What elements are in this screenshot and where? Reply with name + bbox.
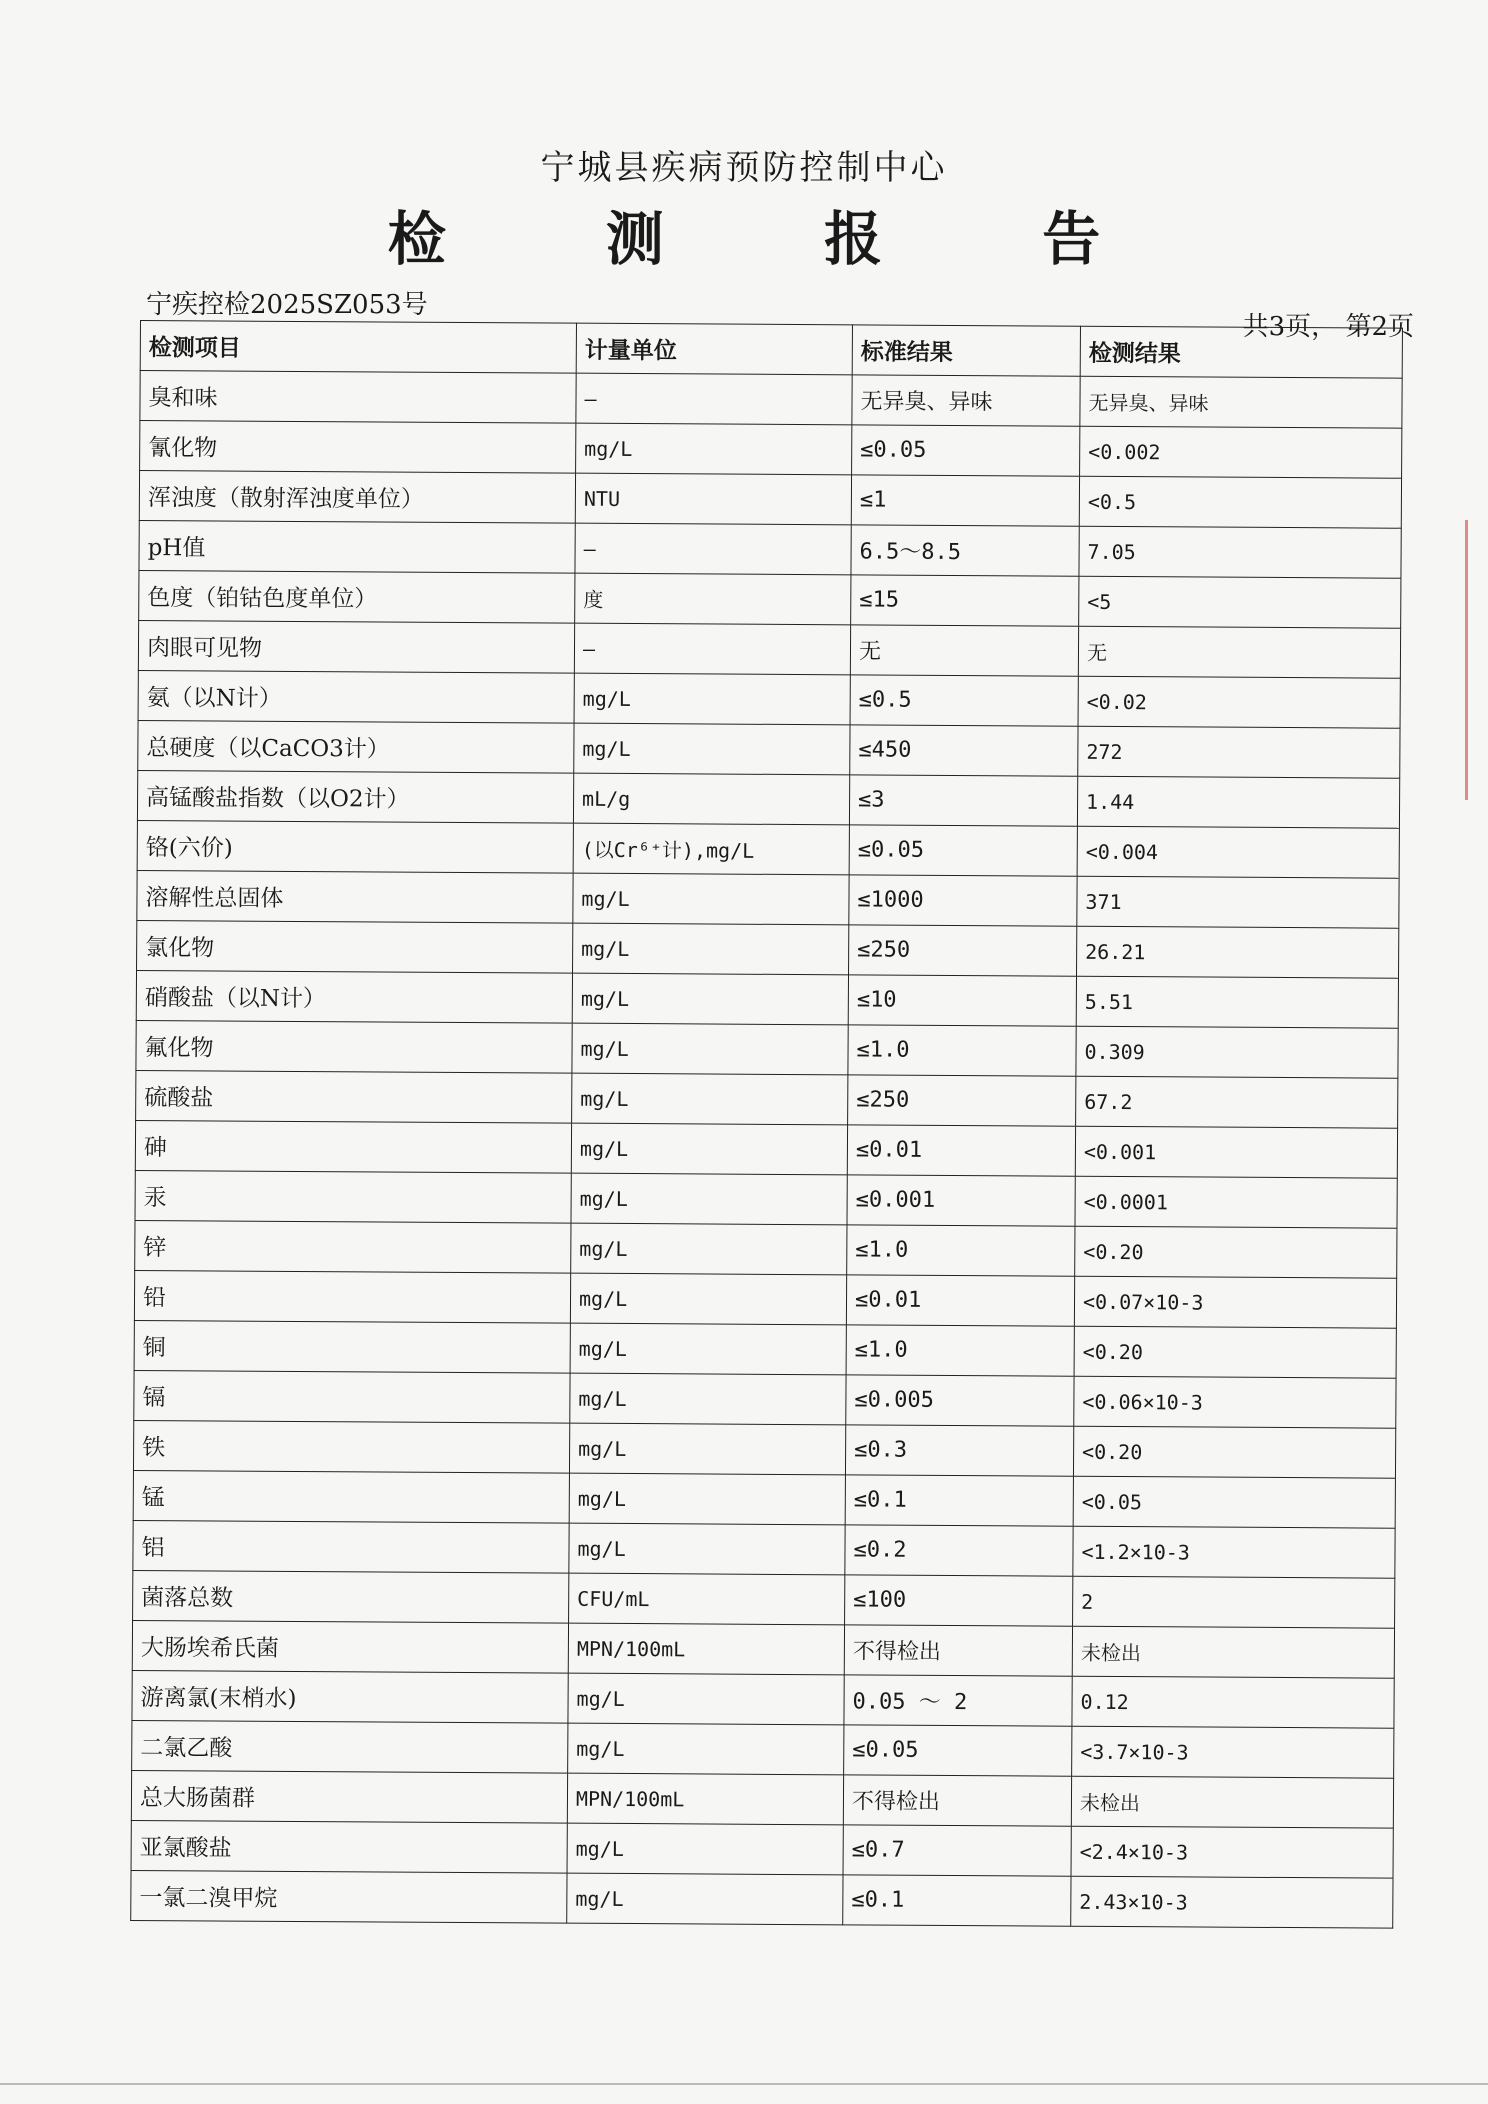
- cell-standard: 6.5～8.5: [851, 525, 1079, 576]
- cell-item: 铁: [133, 1420, 569, 1473]
- cell-standard: ≤1: [851, 475, 1079, 526]
- cell-item: 菌落总数: [133, 1570, 569, 1623]
- cell-standard: 不得检出: [844, 1625, 1072, 1676]
- cell-result: 未检出: [1071, 1776, 1393, 1828]
- cell-unit: —: [575, 523, 851, 575]
- cell-standard: ≤3: [849, 775, 1077, 826]
- cell-item: 亚氯酸盐: [131, 1820, 567, 1873]
- cell-standard: ≤250: [848, 1075, 1076, 1126]
- table-row: [131, 1770, 1393, 1828]
- cell-standard: ≤0.01: [846, 1275, 1074, 1326]
- cell-unit: mg/L: [572, 973, 848, 1025]
- cell-standard: ≤450: [850, 725, 1078, 776]
- cell-standard: ≤0.2: [845, 1525, 1073, 1576]
- cell-unit: mg/L: [574, 673, 850, 725]
- cell-standard: ≤0.05: [852, 425, 1080, 476]
- column-header-result: 检测结果: [1080, 326, 1402, 378]
- table-row: [137, 920, 1399, 978]
- cell-unit: mg/L: [567, 1823, 843, 1875]
- report-title: 检 测 报 告: [387, 205, 1171, 273]
- cell-unit: mg/L: [570, 1373, 846, 1425]
- cell-standard: ≤0.005: [846, 1375, 1074, 1426]
- cell-unit: mg/L: [569, 1473, 845, 1525]
- table-row: [140, 421, 1402, 479]
- cell-unit: —: [576, 373, 852, 425]
- cell-item: 游离氯(末梢水): [132, 1670, 568, 1723]
- cell-item: 铝: [133, 1520, 569, 1573]
- table-row: [133, 1420, 1395, 1478]
- cell-result: 无: [1078, 626, 1400, 678]
- cell-standard: ≤15: [851, 575, 1079, 626]
- cell-result: 67.2: [1076, 1076, 1398, 1128]
- cell-unit: MPN/100mL: [567, 1773, 843, 1825]
- cell-unit: NTU: [575, 473, 851, 525]
- cell-result: 未检出: [1072, 1626, 1394, 1678]
- cell-standard: ≤1000: [849, 875, 1077, 926]
- cell-unit: mg/L: [572, 1073, 848, 1125]
- cell-result: 0.12: [1072, 1676, 1394, 1728]
- cell-result: <0.20: [1073, 1426, 1395, 1478]
- table-row: [137, 870, 1399, 928]
- cell-unit: mg/L: [572, 1023, 848, 1075]
- cell-item: 砷: [135, 1120, 571, 1173]
- cell-unit: mg/L: [573, 873, 849, 925]
- cell-unit: mg/L: [569, 1423, 845, 1475]
- column-header-unit: 计量单位: [576, 323, 852, 375]
- table-row: [133, 1570, 1395, 1628]
- table-row: [134, 1370, 1396, 1428]
- table-row: [132, 1620, 1394, 1678]
- cell-item: 臭和味: [140, 371, 576, 424]
- table-row: [133, 1520, 1395, 1578]
- cell-unit: mg/L: [571, 1223, 847, 1275]
- cell-unit: —: [574, 623, 850, 675]
- cell-result: <0.001: [1075, 1126, 1397, 1178]
- column-header-item: 检测项目: [140, 321, 576, 374]
- cell-item: 铬(六价): [137, 820, 573, 873]
- test-results-table: [130, 320, 1403, 1929]
- table-row: [134, 1270, 1396, 1328]
- cell-result: <0.20: [1075, 1226, 1397, 1278]
- table-row: [139, 520, 1401, 578]
- cell-unit: mg/L: [570, 1323, 846, 1375]
- table-row: [136, 970, 1398, 1028]
- cell-unit: mg/L: [574, 723, 850, 775]
- cell-standard: ≤1.0: [846, 1325, 1074, 1376]
- table-row: [132, 1670, 1394, 1728]
- cell-unit: (以Cr⁶⁺计),mg/L: [573, 823, 849, 875]
- cell-unit: mL/g: [573, 773, 849, 825]
- cell-item: 大肠埃希氏菌: [132, 1620, 568, 1673]
- cell-unit: mg/L: [570, 1273, 846, 1325]
- cell-result: <0.06×10-3: [1074, 1376, 1396, 1428]
- cell-standard: ≤250: [849, 925, 1077, 976]
- cell-item: 铜: [134, 1320, 570, 1373]
- cell-result: 2: [1073, 1576, 1395, 1628]
- scan-edge-line: [0, 2083, 1488, 2085]
- cell-unit: CFU/mL: [569, 1573, 845, 1625]
- cell-standard: ≤10: [848, 975, 1076, 1026]
- cell-item: 锰: [133, 1470, 569, 1523]
- cell-unit: mg/L: [567, 1873, 843, 1925]
- table-row: [133, 1470, 1395, 1528]
- cell-result: <0.5: [1079, 476, 1401, 528]
- cell-result: <1.2×10-3: [1073, 1526, 1395, 1578]
- table-row: [134, 1320, 1396, 1378]
- cell-item: 汞: [135, 1170, 571, 1223]
- cell-item: 总硬度（以CaCO3计）: [138, 720, 574, 773]
- cell-standard: ≤1.0: [848, 1025, 1076, 1076]
- cell-item: 镉: [134, 1370, 570, 1423]
- table-row: [136, 1070, 1398, 1128]
- cell-item: 溶解性总固体: [137, 870, 573, 923]
- table-row: [138, 620, 1400, 678]
- cell-unit: MPN/100mL: [568, 1623, 844, 1675]
- table-row: [138, 720, 1400, 778]
- cell-result: 371: [1077, 876, 1399, 928]
- cell-item: 硝酸盐（以N计）: [136, 970, 572, 1023]
- cell-unit: mg/L: [569, 1523, 845, 1575]
- cell-unit: mg/L: [576, 423, 852, 475]
- seal-edge-mark: [1465, 520, 1488, 800]
- table-row: [135, 1170, 1397, 1228]
- cell-result: <0.20: [1074, 1326, 1396, 1378]
- table-row: [135, 1120, 1397, 1178]
- cell-standard: ≤0.01: [847, 1125, 1075, 1176]
- cell-standard: ≤1.0: [847, 1225, 1075, 1276]
- cell-result: 1.44: [1077, 776, 1399, 828]
- cell-standard: ≤0.001: [847, 1175, 1075, 1226]
- table-header-row: [140, 321, 1402, 379]
- cell-item: 氯化物: [137, 920, 573, 973]
- table-row: [140, 371, 1402, 429]
- cell-item: 一氯二溴甲烷: [131, 1870, 567, 1923]
- table-row: [137, 770, 1399, 828]
- organization-name: 宁城县疾病预防控制中心: [540, 148, 948, 188]
- cell-item: 铅: [134, 1270, 570, 1323]
- cell-unit: mg/L: [573, 923, 849, 975]
- cell-result: 0.309: [1076, 1026, 1398, 1078]
- cell-result: <0.004: [1077, 826, 1399, 878]
- cell-unit: mg/L: [571, 1173, 847, 1225]
- cell-item: pH值: [139, 520, 575, 573]
- cell-unit: mg/L: [571, 1123, 847, 1175]
- table-row: [135, 1220, 1397, 1278]
- cell-result: <0.02: [1078, 676, 1400, 728]
- cell-standard: ≤0.05: [844, 1725, 1072, 1776]
- cell-item: 高锰酸盐指数（以O2计）: [137, 770, 573, 823]
- cell-standard: ≤0.1: [845, 1475, 1073, 1526]
- table-row: [131, 1870, 1393, 1928]
- page-indicator: 共3页， 第2页: [1242, 312, 1414, 342]
- cell-unit: mg/L: [568, 1723, 844, 1775]
- table-row: [132, 1720, 1394, 1778]
- cell-item: 总大肠菌群: [131, 1770, 567, 1823]
- cell-item: 二氯乙酸: [132, 1720, 568, 1773]
- cell-item: 浑浊度（散射浑浊度单位）: [139, 471, 575, 524]
- cell-standard: 无异臭、异味: [852, 375, 1080, 426]
- cell-standard: ≤0.05: [849, 825, 1077, 876]
- cell-standard: ≤0.3: [845, 1425, 1073, 1476]
- cell-unit: 度: [575, 573, 851, 625]
- cell-result: 26.21: [1077, 926, 1399, 978]
- cell-result: 5.51: [1076, 976, 1398, 1028]
- table-row: [136, 1020, 1398, 1078]
- cell-standard: ≤0.7: [843, 1825, 1071, 1876]
- cell-unit: mg/L: [568, 1673, 844, 1725]
- cell-item: 锌: [135, 1220, 571, 1273]
- cell-result: <5: [1079, 576, 1401, 628]
- table-row: [139, 471, 1401, 529]
- cell-item: 氟化物: [136, 1020, 572, 1073]
- cell-item: 氨（以N计）: [138, 670, 574, 723]
- cell-standard: 无: [850, 625, 1078, 676]
- table-row: [137, 820, 1399, 878]
- cell-standard: ≤100: [845, 1575, 1073, 1626]
- cell-result: <0.002: [1080, 426, 1402, 478]
- cell-result: <0.05: [1073, 1476, 1395, 1528]
- cell-standard: 不得检出: [843, 1775, 1071, 1826]
- table-row: [138, 670, 1400, 728]
- cell-result: <2.4×10-3: [1071, 1826, 1393, 1878]
- cell-item: 硫酸盐: [136, 1070, 572, 1123]
- table-row: [139, 570, 1401, 628]
- cell-result: 272: [1078, 726, 1400, 778]
- cell-result: 无异臭、异味: [1080, 376, 1402, 428]
- cell-result: <3.7×10-3: [1072, 1726, 1394, 1778]
- cell-result: <0.0001: [1075, 1176, 1397, 1228]
- cell-standard: 0.05 ～ 2: [844, 1675, 1072, 1726]
- cell-standard: ≤0.5: [850, 675, 1078, 726]
- cell-item: 肉眼可见物: [138, 620, 574, 673]
- cell-result: 7.05: [1079, 526, 1401, 578]
- column-header-standard: 标准结果: [852, 325, 1080, 376]
- cell-item: 色度（铂钴色度单位）: [139, 570, 575, 623]
- table-body: [131, 371, 1402, 1929]
- cell-result: <0.07×10-3: [1074, 1276, 1396, 1328]
- cell-standard: ≤0.1: [843, 1875, 1071, 1926]
- cell-item: 氰化物: [140, 421, 576, 474]
- report-number: 宁疾控检2025SZ053号: [146, 290, 428, 320]
- table-row: [131, 1820, 1393, 1878]
- cell-result: 2.43×10-3: [1071, 1876, 1393, 1928]
